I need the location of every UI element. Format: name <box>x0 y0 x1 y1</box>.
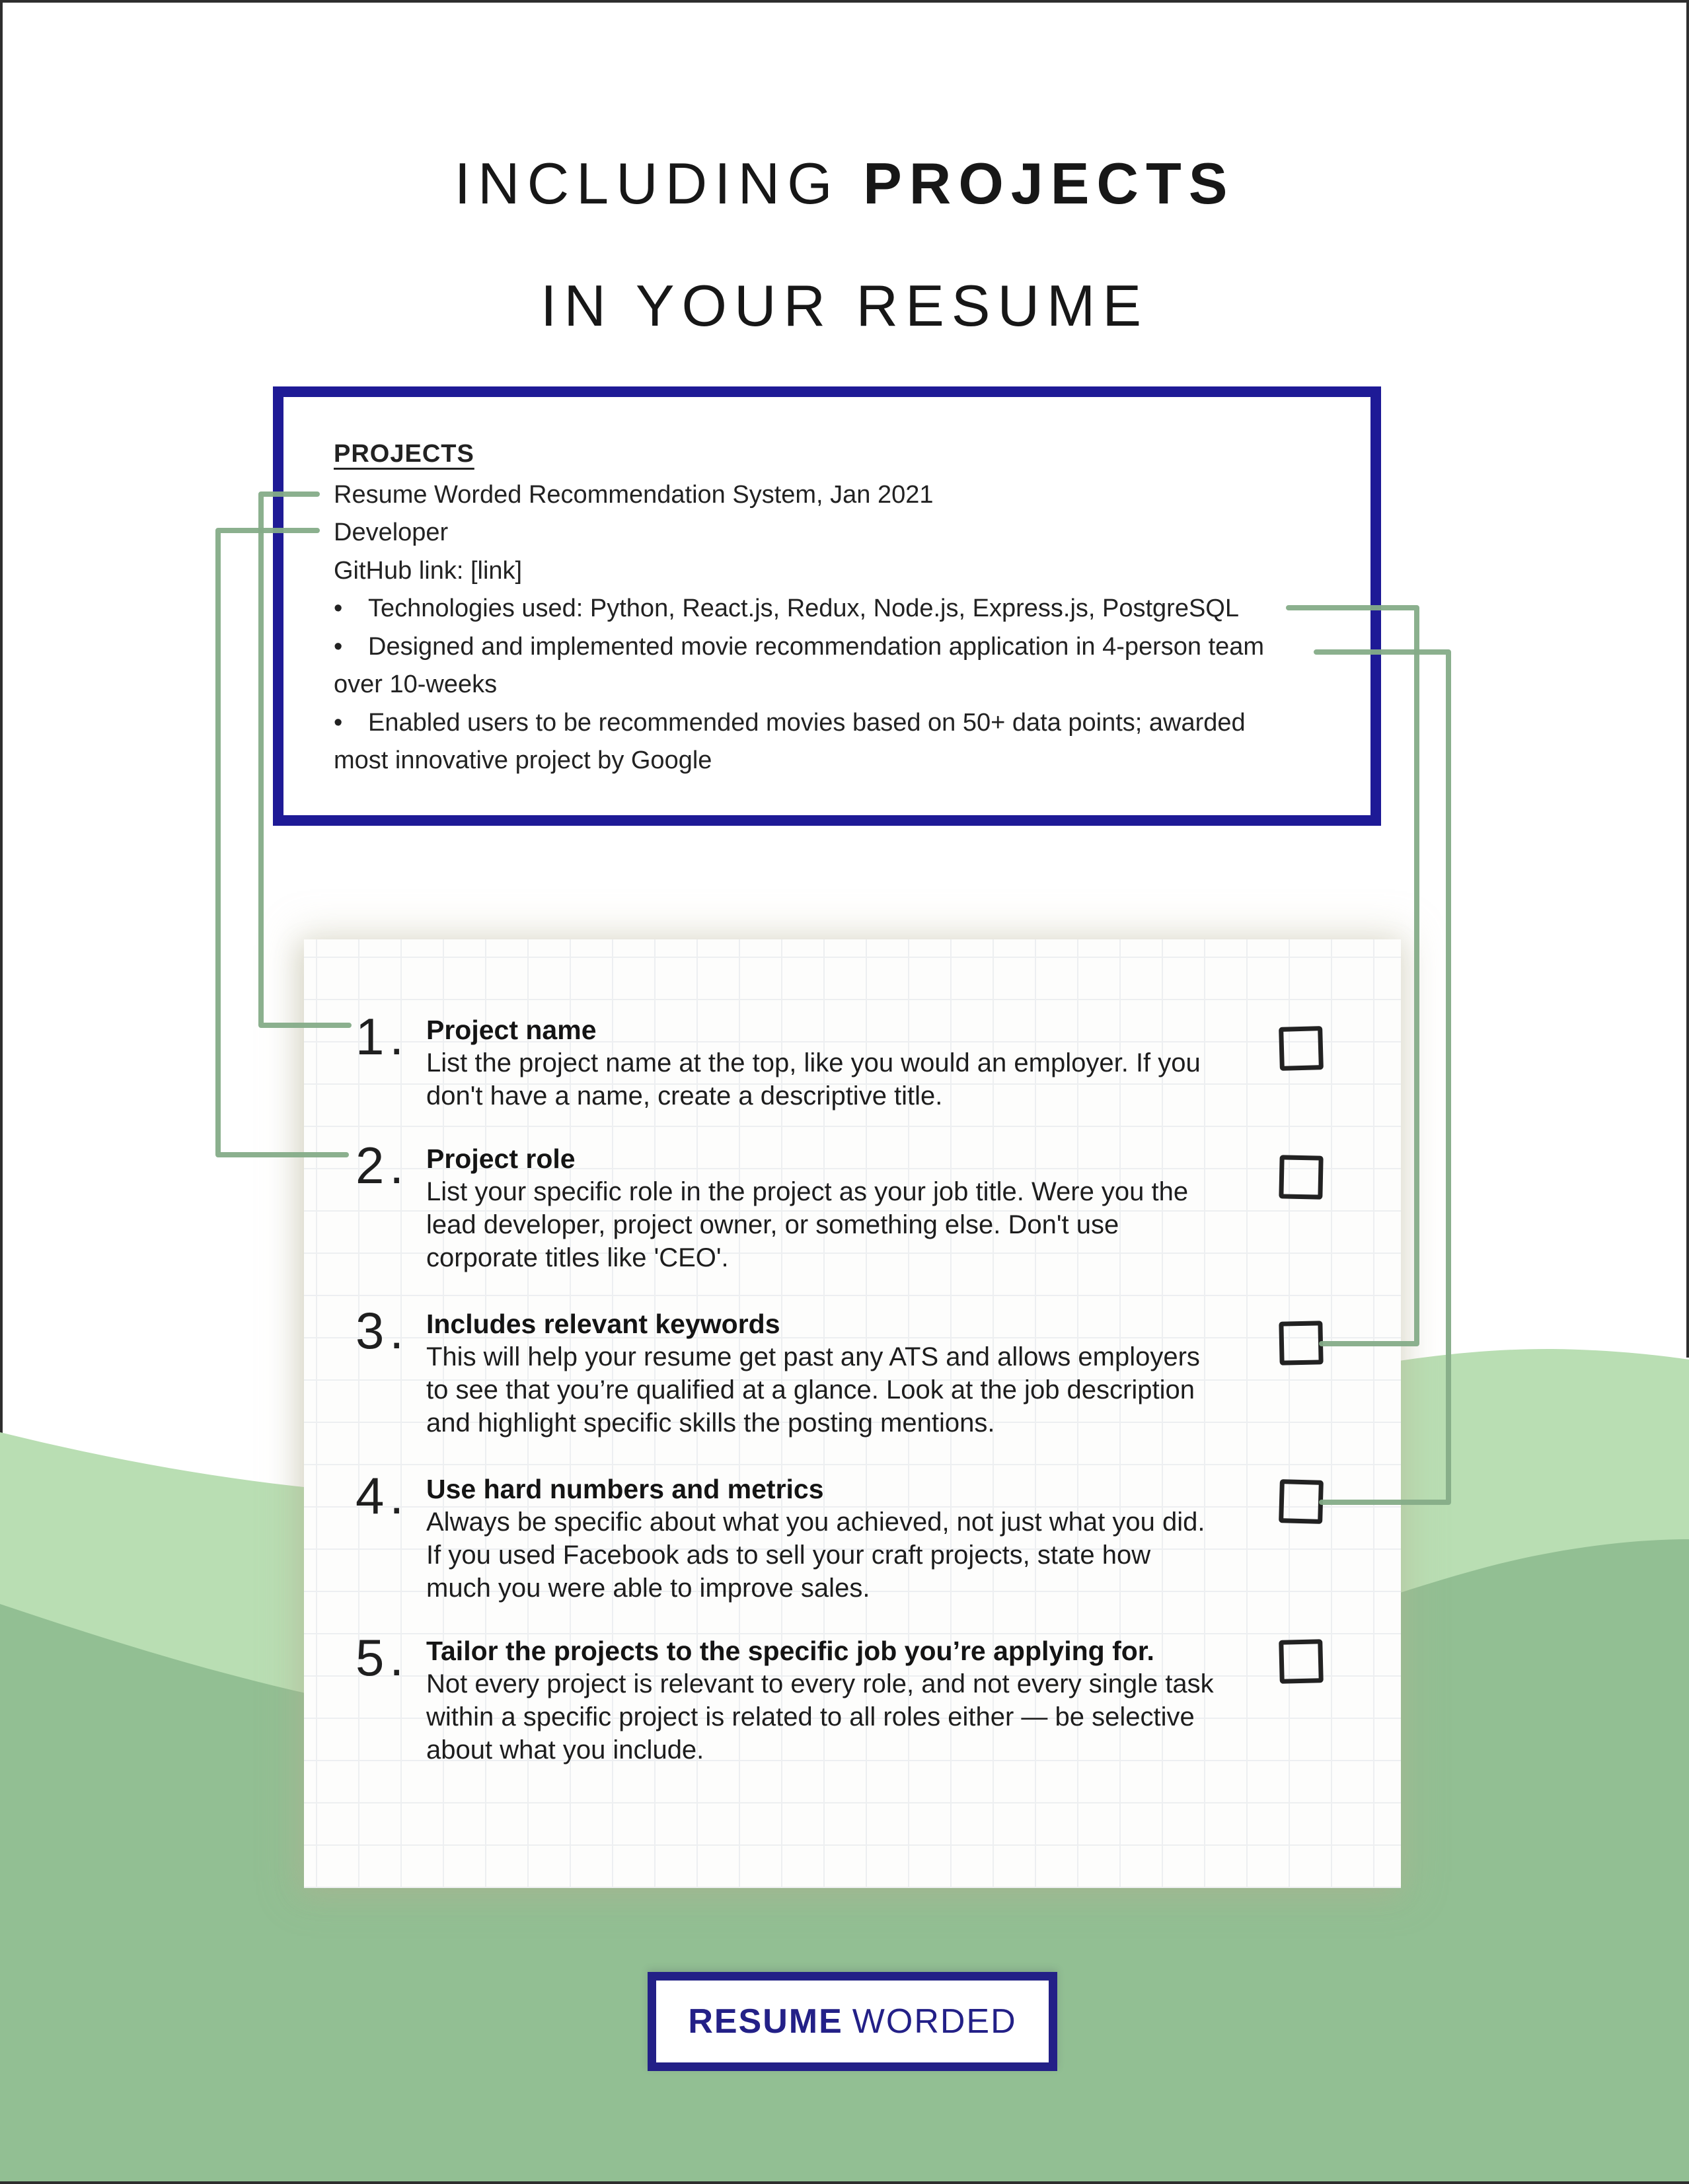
resume-bullet-technologies <box>334 590 1351 628</box>
item-body-line: about what you include. <box>426 1735 704 1765</box>
item-body-line: This will help your resume get past any ATS and allows employers <box>426 1342 1200 1371</box>
resume-bullet-designed <box>334 628 1351 667</box>
checklist-item-1 <box>356 1008 1201 1112</box>
resume-bullet-designed-continuation: over 10-weeks <box>334 671 498 698</box>
page-border-bottom <box>0 2181 1689 2184</box>
resume-bullet-enabled-text: Enabled users to be recommended movies based on 50+ data points; awarded <box>368 708 1246 737</box>
resume-bullet-technologies-text: Technologies used: Python, React.js, Redux, Node.js, Express.js, PostgreSQL <box>368 595 1239 622</box>
item-content <box>426 1137 1188 1274</box>
item-number: 4. <box>356 1467 410 1525</box>
item-heading: Project role <box>426 1144 576 1174</box>
checkbox-item-2 <box>1279 1155 1323 1199</box>
item-heading: Project name <box>426 1015 597 1045</box>
resume-example-box <box>273 386 1381 826</box>
item-body-line: corporate titles like 'CEO'. <box>426 1243 729 1272</box>
checklist-item-2 <box>356 1137 1188 1274</box>
bullet-icon: • <box>334 632 343 661</box>
item-body-line: much you were able to improve sales. <box>426 1574 870 1603</box>
checkbox-item-3 <box>1279 1321 1323 1365</box>
title-bold-text: PROJECTS <box>863 151 1235 216</box>
resume-project-title-line: Resume Worded Recommendation System, Jan 2021 <box>334 480 934 509</box>
resume-github-line: GitHub link: [link] <box>334 556 523 585</box>
checklist-item-4 <box>356 1467 1205 1605</box>
item-heading: Includes relevant keywords <box>426 1309 780 1339</box>
checkbox-item-4 <box>1279 1479 1324 1524</box>
title-regular-text: INCLUDING <box>454 151 864 216</box>
item-body-line: and highlight specific skills the posting mentions. <box>426 1408 995 1438</box>
item-body-line: Always be specific about what you achieved, not just what you did. <box>426 1508 1205 1537</box>
bullet-icon: • <box>334 708 343 737</box>
resume-section-heading: PROJECTS <box>334 440 474 468</box>
checklist-item-5 <box>356 1629 1214 1766</box>
item-body-line: don't have a name, create a descriptive title. <box>426 1081 943 1110</box>
item-content <box>426 1008 1201 1112</box>
logo-regular-text: WORDED <box>852 2002 1017 2041</box>
item-number: 3. <box>356 1301 410 1360</box>
resume-bullet-enabled <box>334 704 1351 743</box>
page-border-top <box>0 0 1689 3</box>
item-number: 2. <box>356 1136 410 1194</box>
resume-bullet-enabled-continuation: most innovative project by Google <box>334 746 712 774</box>
item-body-line: to see that you’re qualified at a glance. Look at the job description <box>426 1375 1195 1404</box>
checkbox-item-5 <box>1279 1639 1324 1684</box>
resume-worded-logo <box>648 1972 1057 2071</box>
checklist-item-3 <box>356 1302 1200 1439</box>
bullet-icon: • <box>334 595 343 622</box>
resume-bullet-designed-text: Designed and implemented movie recommendation application in 4-person team <box>368 632 1265 661</box>
item-content <box>426 1302 1200 1439</box>
item-body-line: List your specific role in the project as your job title. Were you the <box>426 1177 1189 1206</box>
item-body-line: within a specific project is related to all roles either — be selective <box>426 1702 1195 1731</box>
item-content <box>426 1629 1214 1766</box>
logo-bold-text: RESUME <box>688 2002 843 2041</box>
checklist-panel <box>304 939 1401 1888</box>
item-number: 1. <box>356 1007 410 1066</box>
page-title-line2: IN YOUR RESUME <box>540 273 1149 338</box>
item-heading: Tailor the projects to the specific job you’re applying for. <box>426 1636 1154 1666</box>
item-body-line: List the project name at the top, like you would an employer. If you <box>426 1048 1201 1077</box>
item-heading: Use hard numbers and metrics <box>426 1474 824 1504</box>
checkbox-item-1 <box>1279 1026 1324 1071</box>
item-body-line: If you used Facebook ads to sell your craft projects, state how <box>426 1541 1151 1570</box>
item-content <box>426 1467 1205 1605</box>
item-body-line: lead developer, project owner, or something else. Don't use <box>426 1210 1119 1239</box>
resume-role-line: Developer <box>334 519 449 546</box>
item-body-line: Not every project is relevant to every role, and not every single task <box>426 1669 1214 1698</box>
item-number: 5. <box>356 1628 410 1687</box>
